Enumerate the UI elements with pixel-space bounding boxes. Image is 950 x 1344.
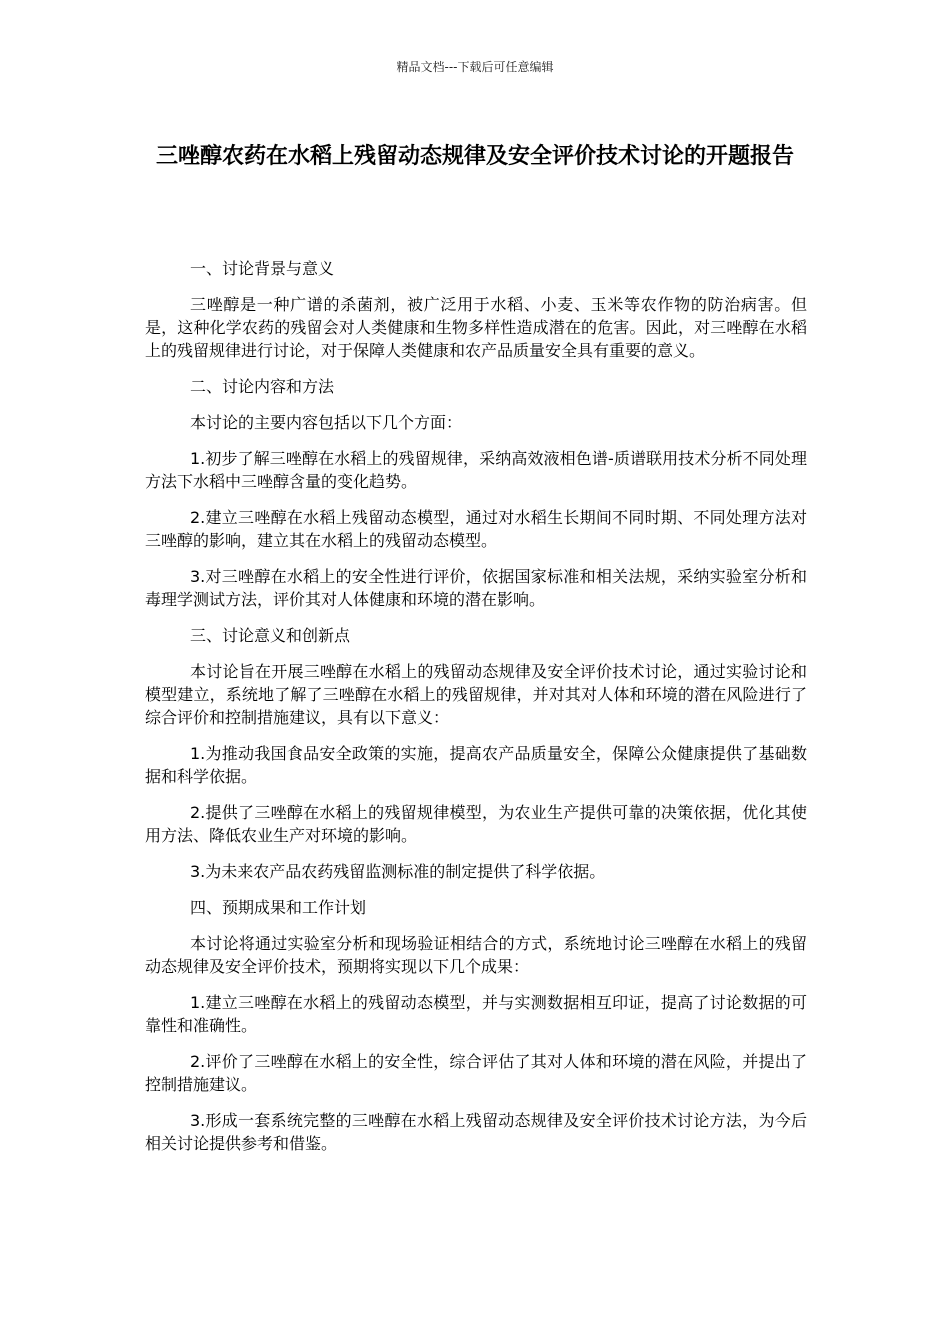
paragraph-outcomes: 本讨论将通过实验室分析和现场验证相结合的方式，系统地讨论三唑醇在水稻上的残留动态规律及安全评价技术，预期将实现以下几个成果： xyxy=(145,934,807,976)
list-item-significance-2: 2.提供了三唑醇在水稻上的残留规律模型，为农业生产提供可靠的决策依据，优化其使用方法、降低农业生产对环境的影响。 xyxy=(145,803,807,845)
document-title: 三唑醇农药在水稻上残留动态规律及安全评价技术讨论的开题报告 xyxy=(155,144,794,169)
list-item-significance-3: 3.为未来农产品农药残留监测标准的制定提供了科学依据。 xyxy=(190,862,606,881)
section-heading-significance: 三、讨论意义和创新点 xyxy=(190,626,351,645)
document-body xyxy=(145,257,807,1168)
list-item-outcomes-2: 2.评价了三唑醇在水稻上的安全性，综合评估了其对人体和环境的潜在风险，并提出了控制措施建议。 xyxy=(145,1052,807,1094)
header-note: 精品文档---下载后可任意编辑 xyxy=(396,60,554,74)
list-item-content-2: 2.建立三唑醇在水稻上残留动态模型，通过对水稻生长期间不同时期、不同处理方法对三唑醇的影响，建立其在水稻上的残留动态模型。 xyxy=(145,508,807,550)
section-heading-content-methods: 二、讨论内容和方法 xyxy=(190,377,335,396)
section-heading-outcomes: 四、预期成果和工作计划 xyxy=(190,898,367,917)
list-item-outcomes-1: 1.建立三唑醇在水稻上的残留动态模型，并与实测数据相互印证，提高了讨论数据的可靠性和准确性。 xyxy=(145,993,807,1035)
paragraph-significance: 本讨论旨在开展三唑醇在水稻上的残留动态规律及安全评价技术讨论，通过实验讨论和模型建立，系统地了解了三唑醇在水稻上的残留规律，并对其对人体和环境的潜在风险进行了综合评价和控制措施建议，具有以下意义： xyxy=(145,662,807,727)
paragraph-content-intro: 本讨论的主要内容包括以下几个方面： xyxy=(190,413,463,432)
section-heading-background: 一、讨论背景与意义 xyxy=(190,259,335,278)
list-item-outcomes-3: 3.形成一套系统完整的三唑醇在水稻上残留动态规律及安全评价技术讨论方法，为今后相关讨论提供参考和借鉴。 xyxy=(145,1111,807,1153)
paragraph-background: 三唑醇是一种广谱的杀菌剂，被广泛用于水稻、小麦、玉米等农作物的防治病害。但是，这种化学农药的残留会对人类健康和生物多样性造成潜在的危害。因此，对三唑醇在水稻上的残留规律进行讨论，对于保障人类健康和农产品质量安全具有重要的意义。 xyxy=(145,295,807,360)
list-item-significance-1: 1.为推动我国食品安全政策的实施，提高农产品质量安全，保障公众健康提供了基础数据和科学依据。 xyxy=(145,744,807,786)
list-item-content-1: 1.初步了解三唑醇在水稻上的残留规律，采纳高效液相色谱-质谱联用技术分析不同处理方法下水稻中三唑醇含量的变化趋势。 xyxy=(145,449,807,491)
list-item-content-3: 3.对三唑醇在水稻上的安全性进行评价，依据国家标准和相关法规，采纳实验室分析和毒理学测试方法，评价其对人体健康和环境的潜在影响。 xyxy=(145,567,807,609)
